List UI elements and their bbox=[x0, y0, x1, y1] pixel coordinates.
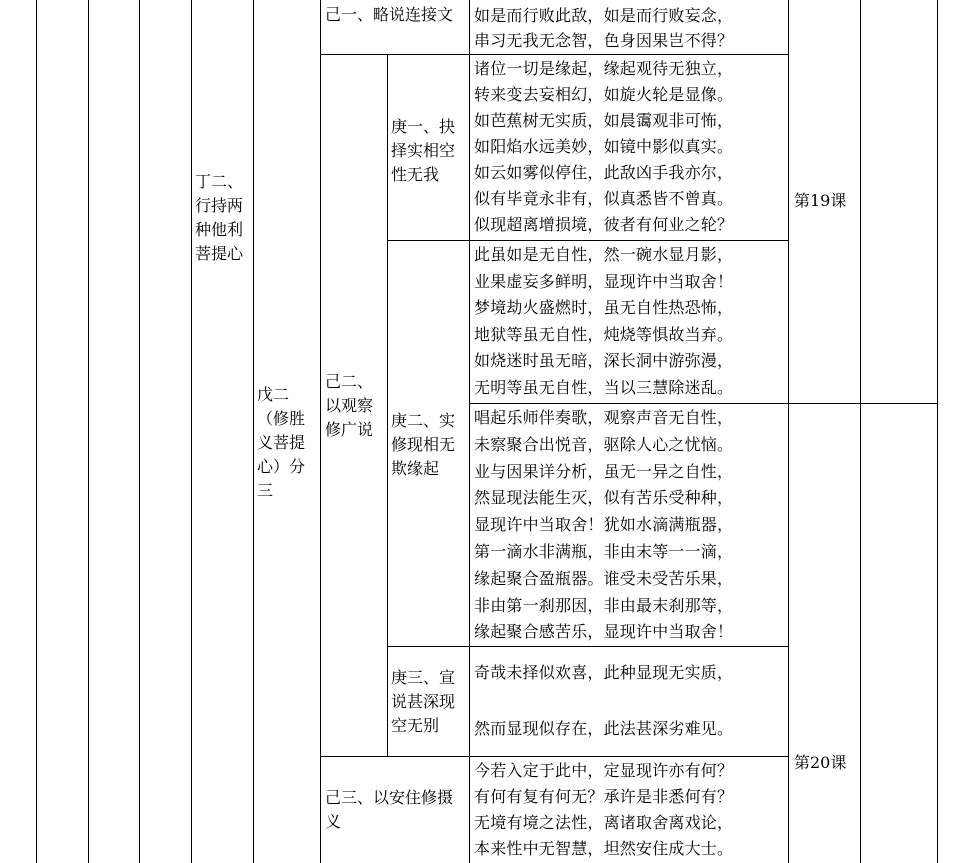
grid-vline bbox=[320, 0, 321, 863]
grid-vline bbox=[387, 54, 388, 756]
verse-block-geng2b bbox=[474, 405, 733, 646]
grid-vline bbox=[139, 0, 140, 863]
verse-line: 无明等虽无自性，当以三慧除迷乱。 bbox=[474, 377, 734, 397]
heading-geng3: 庚三、宣说甚深现空无别 bbox=[391, 668, 456, 735]
verse-line: 串习无我无念智，色身因果岂不得？ bbox=[474, 31, 734, 50]
verse-line: 如芭蕉树无实质，如晨霭观非可怖， bbox=[474, 111, 734, 130]
verse-line: 似有毕竟永非有，似真悉皆不曾真。 bbox=[474, 189, 734, 208]
verse-line: 如是而行败此敌，如是而行败妄念， bbox=[474, 6, 734, 25]
heading-ding2: 丁二、行持两种他利菩提心 bbox=[195, 172, 244, 263]
grid-vline bbox=[937, 0, 938, 863]
heading-ji3: 己三、以安住修摄义 bbox=[325, 788, 454, 831]
grid-hline bbox=[320, 54, 788, 55]
verse-line: 第一滴水非满瓶，非由末等一一滴， bbox=[474, 541, 734, 561]
lesson-20-label: 第20课 bbox=[794, 753, 847, 772]
verse-line: 然显现法能生灭，似有苦乐受种种， bbox=[474, 488, 734, 508]
verse-line: 如阳焰水远美妙，如镜中影似真实。 bbox=[474, 137, 734, 156]
verse-block-ji1 bbox=[474, 3, 733, 53]
grid-hline bbox=[788, 403, 937, 404]
verse-line: 地狱等虽无自性，炖烧等惧故当弃。 bbox=[474, 324, 734, 344]
verse-line: 此虽如是无自性，然一碗水显月影， bbox=[474, 245, 734, 264]
lesson-19-label: 第19课 bbox=[794, 191, 847, 210]
grid-hline bbox=[469, 403, 788, 404]
verse-line: 缘起聚合盈瓶器。谁受未受苦乐果， bbox=[474, 568, 734, 588]
verse-line: 非由第一刹那因，非由最末刹那等， bbox=[474, 595, 734, 615]
verse-line: 如云如雾似停住，此敌凶手我亦尔， bbox=[474, 163, 734, 182]
grid-vline bbox=[88, 0, 89, 863]
verse-line: 转来变去妄相幻，如旋火轮是显像。 bbox=[474, 85, 734, 104]
verse-line: 如烧迷时虽无暗，深长洞中游弥漫， bbox=[474, 351, 734, 370]
verse-line: 然而显现似存在，此法甚深劣难见。 bbox=[474, 719, 734, 738]
verse-line: 业与因果详分析，虽无一异之自性， bbox=[474, 461, 734, 481]
grid-hline bbox=[387, 240, 788, 241]
verse-line: 唱起乐师伴奏歌，观察声音无自性， bbox=[474, 408, 734, 427]
heading-ji1: 己一、略说连接文 bbox=[325, 5, 454, 24]
heading-geng2: 庚二、实修现相无欺缘起 bbox=[391, 411, 456, 478]
verse-block-geng3 bbox=[474, 660, 733, 741]
verse-line: 似现超离增损境，彼者有何业之轮？ bbox=[474, 215, 734, 234]
verse-line: 显现许中当取舍！犹如水滴满瓶器， bbox=[474, 515, 734, 535]
verse-block-ji3 bbox=[474, 758, 733, 862]
grid-vline bbox=[469, 0, 470, 863]
verse-line: 缘起聚合感苦乐，显现许中当取舍！ bbox=[474, 622, 734, 642]
grid-hline bbox=[320, 756, 788, 757]
grid-vline bbox=[788, 0, 789, 863]
verse-line: 今若入定于此中，定显现许亦有何？ bbox=[474, 761, 734, 780]
verse-line: 诸位一切是缘起，缘起观待无独立， bbox=[474, 59, 734, 78]
verse-line: 本来性中无智慧，坦然安住成大士。 bbox=[474, 839, 734, 858]
verse-line: 有何有复有何无？承许是非悉何有？ bbox=[474, 787, 734, 806]
verse-line: 梦境劫火盛燃时，虽无自性热恐怖， bbox=[474, 298, 734, 317]
verse-line: 未察聚合出悦音，驱除人心之忧恼。 bbox=[474, 434, 734, 454]
verse-line: 无境有境之法性，离诸取舍离戏论， bbox=[474, 813, 734, 832]
verse-block-geng1 bbox=[474, 56, 733, 238]
heading-wu2: 戊二（修胜义菩提心）分三 bbox=[257, 385, 306, 500]
verse-block-geng2a bbox=[474, 242, 733, 401]
grid-vline bbox=[36, 0, 37, 863]
verse-line: 奇哉未择似欢喜，此种显现无实质， bbox=[474, 663, 734, 682]
heading-geng1: 庚一、抉择实相空性无我 bbox=[391, 117, 456, 184]
grid-vline bbox=[860, 0, 861, 863]
verse-line: 业果虚妄多鲜明，显现许中当取舍！ bbox=[474, 271, 734, 291]
grid-vline bbox=[191, 0, 192, 863]
grid-vline bbox=[253, 0, 254, 863]
heading-ji2: 己二、以观察修广说 bbox=[325, 372, 374, 439]
